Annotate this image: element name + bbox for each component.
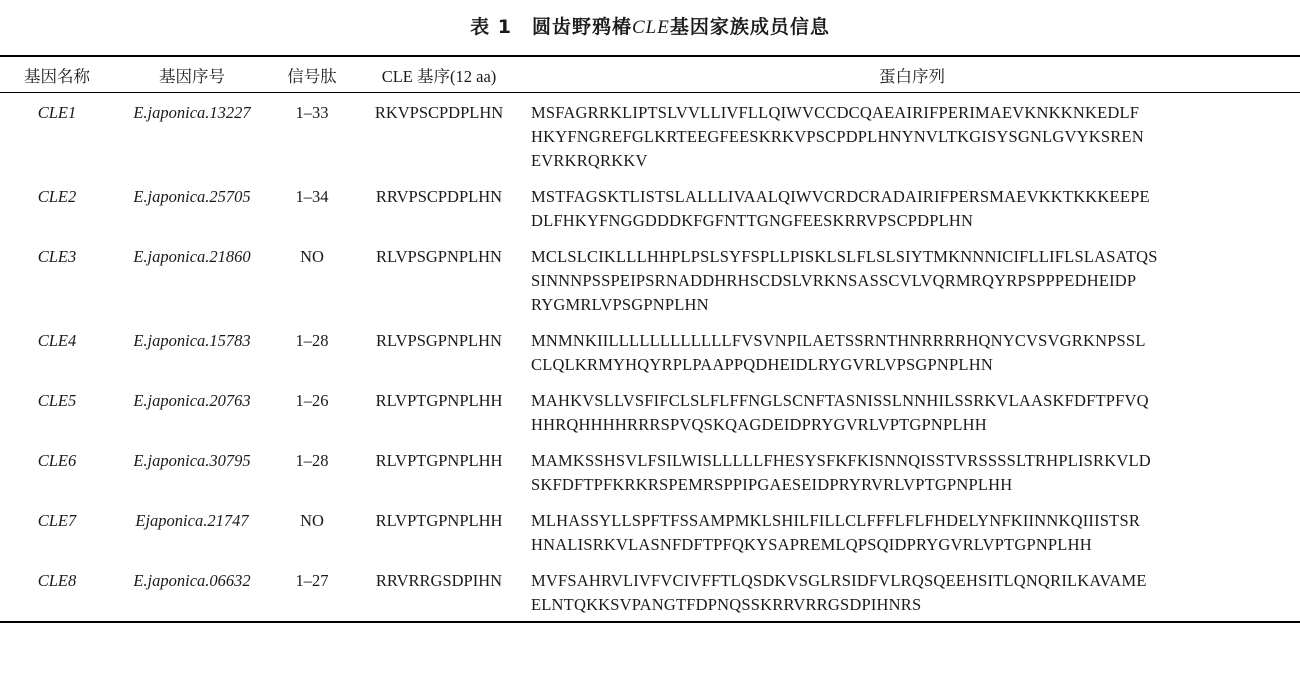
table-row: [0, 381, 1300, 441]
sequence-line: MSFAGRRKLIPTSLVVLLIVFLLQIWVCCDCQAEAIRIFPERIMAEVKNKKNKEDLF: [531, 103, 1140, 122]
table-row: [0, 441, 1300, 501]
gene-id-cell: E.japonica.20763: [133, 391, 251, 410]
sequence-line: RYGMRLVPSGPNPLHN: [531, 295, 709, 314]
table-row: [0, 93, 1300, 178]
sequence-line: SKFDFTPFKRKRSPEMRSPPIPGAESEIDPRYRVRLVPTGPNPLHH: [531, 475, 1013, 494]
protein-sequence-cell: [524, 561, 1300, 622]
gene-name-cell: CLE4: [37, 331, 77, 350]
header-row: [0, 56, 1300, 93]
header-protein-sequence: 蛋白序列: [879, 66, 945, 86]
caption-italic: CLE: [631, 17, 670, 38]
gene-id-cell: E.japonica.30795: [133, 451, 251, 470]
gene-id-cell: E.japonica.06632: [133, 571, 251, 590]
gene-name-cell: CLE2: [37, 187, 77, 206]
sequence-line: MAHKVSLLVSFIFCLSLFLFFNGLSCNFTASNISSLNNHILSSRKVLAASKFDFTPFVQ: [531, 391, 1149, 410]
cle-motif-cell: RKVPSCPDPLHN: [374, 103, 504, 122]
header-signal-peptide: 信号肽: [287, 66, 337, 86]
sequence-line: DLFHKYFNGGDDDKFGFNTTGNGFEESKRRVPSCPDPLHN: [531, 211, 974, 230]
signal-peptide-cell: 1–34: [295, 187, 329, 206]
protein-sequence-cell: [524, 501, 1300, 561]
cle-motif-cell: RRVPSCPDPLHN: [375, 187, 503, 206]
cle-motif-cell: RLVPTGPNPLHH: [375, 511, 503, 530]
caption-prefix: 圆齿野鸦椿: [531, 16, 632, 38]
sequence-line: ELNTQKKSVPANGTFDPNQSSKRRVRRGSDPIHNRS: [531, 595, 922, 614]
cle-motif-cell: RLVPTGPNPLHH: [375, 391, 503, 410]
sequence-line: MSTFAGSKTLISTSLALLLIVAALQIWVCRDCRADAIRIFPERSMAEVKKTKKKEEPE: [531, 187, 1150, 206]
gene-id-cell: E.japonica.13227: [133, 103, 251, 122]
gene-id-cell: Ejaponica.21747: [135, 511, 249, 530]
table-label: 表 1: [470, 16, 512, 38]
table-row: [0, 237, 1300, 321]
protein-sequence-cell: [524, 237, 1300, 321]
table-row: [0, 561, 1300, 622]
gene-id-cell: E.japonica.21860: [133, 247, 251, 266]
signal-peptide-cell: 1–26: [295, 391, 329, 410]
sequence-line: MVFSAHRVLIVFVCIVFFTLQSDKVSGLRSIDFVLRQSQEEHSITLQNQRILKAVAME: [531, 571, 1147, 590]
cle-motif-cell: RLVPTGPNPLHH: [375, 451, 503, 470]
cle-motif-cell: RLVPSGPNPLHN: [376, 247, 502, 266]
sequence-line: MNMNKIILLLLLLLLLLLLFVSVNPILAETSSRNTHNRRRRHQNYCVSVGRKNPSSL: [531, 331, 1146, 350]
sequence-line: HHRQHHHHRRRSPVQSKQAGDEIDPRYGVRLVPTGPNPLHH: [531, 415, 987, 434]
sequence-line: EVRKRQRKKV: [531, 151, 648, 170]
caption-suffix: 基因家族成员信息: [669, 16, 830, 38]
header-gene-id: 基因序号: [159, 66, 225, 86]
sequence-line: MAMKSSHSVLFSILWISLLLLLFHESYSFKFKISNNQISSTVRSSSSLTRHPLISRKVLD: [531, 451, 1151, 470]
gene-name-cell: CLE6: [37, 451, 77, 470]
sequence-line: MCLSLCIKLLLHHPLPSLSYFSPLLPISKLSLFLSLSIYTMKNNNICIFLLIFLSLASATQS: [531, 247, 1158, 266]
gene-family-table: [0, 55, 1300, 623]
gene-name-cell: CLE5: [37, 391, 77, 410]
table-caption: [0, 12, 1300, 39]
gene-id-cell: E.japonica.25705: [133, 187, 251, 206]
protein-sequence-cell: [524, 177, 1300, 237]
gene-name-cell: CLE7: [37, 511, 77, 530]
protein-sequence-cell: [524, 93, 1300, 178]
signal-peptide-cell: 1–28: [295, 331, 329, 350]
sequence-line: HKYFNGREFGLKRTEEGFEESKRKVPSCPDPLHNYNVLTKGISYSGNLGVYKSREN: [531, 127, 1144, 146]
header-gene-name: 基因名称: [24, 66, 90, 86]
header-cle-motif: CLE 基序(12 aa): [381, 66, 497, 86]
table-row: [0, 501, 1300, 561]
sequence-line: HNALISRKVLASNFDFTPFQKYSAPREMLQPSQIDPRYGVRLVPTGPNPLHH: [531, 535, 1092, 554]
gene-name-cell: CLE3: [37, 247, 77, 266]
signal-peptide-cell: NO: [300, 511, 324, 530]
signal-peptide-cell: 1–33: [295, 103, 329, 122]
gene-name-cell: CLE8: [37, 571, 77, 590]
signal-peptide-cell: 1–28: [295, 451, 329, 470]
sequence-line: MLHASSYLLSPFTFSSAMPMKLSHILFILLCLFFFLFLFHDELYNFKIINNKQIIISTSR: [531, 511, 1141, 530]
gene-id-cell: E.japonica.15783: [133, 331, 251, 350]
table-row: [0, 321, 1300, 381]
sequence-line: CLQLKRMYHQYRPLPAAPPQDHEIDLRYGVRLVPSGPNPLHN: [531, 355, 993, 374]
signal-peptide-cell: NO: [300, 247, 324, 266]
signal-peptide-cell: 1–27: [295, 571, 329, 590]
sequence-line: SINNNPSSPEIPSRNADDHRHSCDSLVRKNSASSCVLVQRMRQYRPSPPPEDHEIDP: [531, 271, 1137, 290]
cle-motif-cell: RRVRRGSDPIHN: [375, 571, 503, 590]
table-row: [0, 177, 1300, 237]
protein-sequence-cell: [524, 381, 1300, 441]
protein-sequence-cell: [524, 441, 1300, 501]
protein-sequence-cell: [524, 321, 1300, 381]
cle-motif-cell: RLVPSGPNPLHN: [376, 331, 502, 350]
gene-name-cell: CLE1: [37, 103, 77, 122]
